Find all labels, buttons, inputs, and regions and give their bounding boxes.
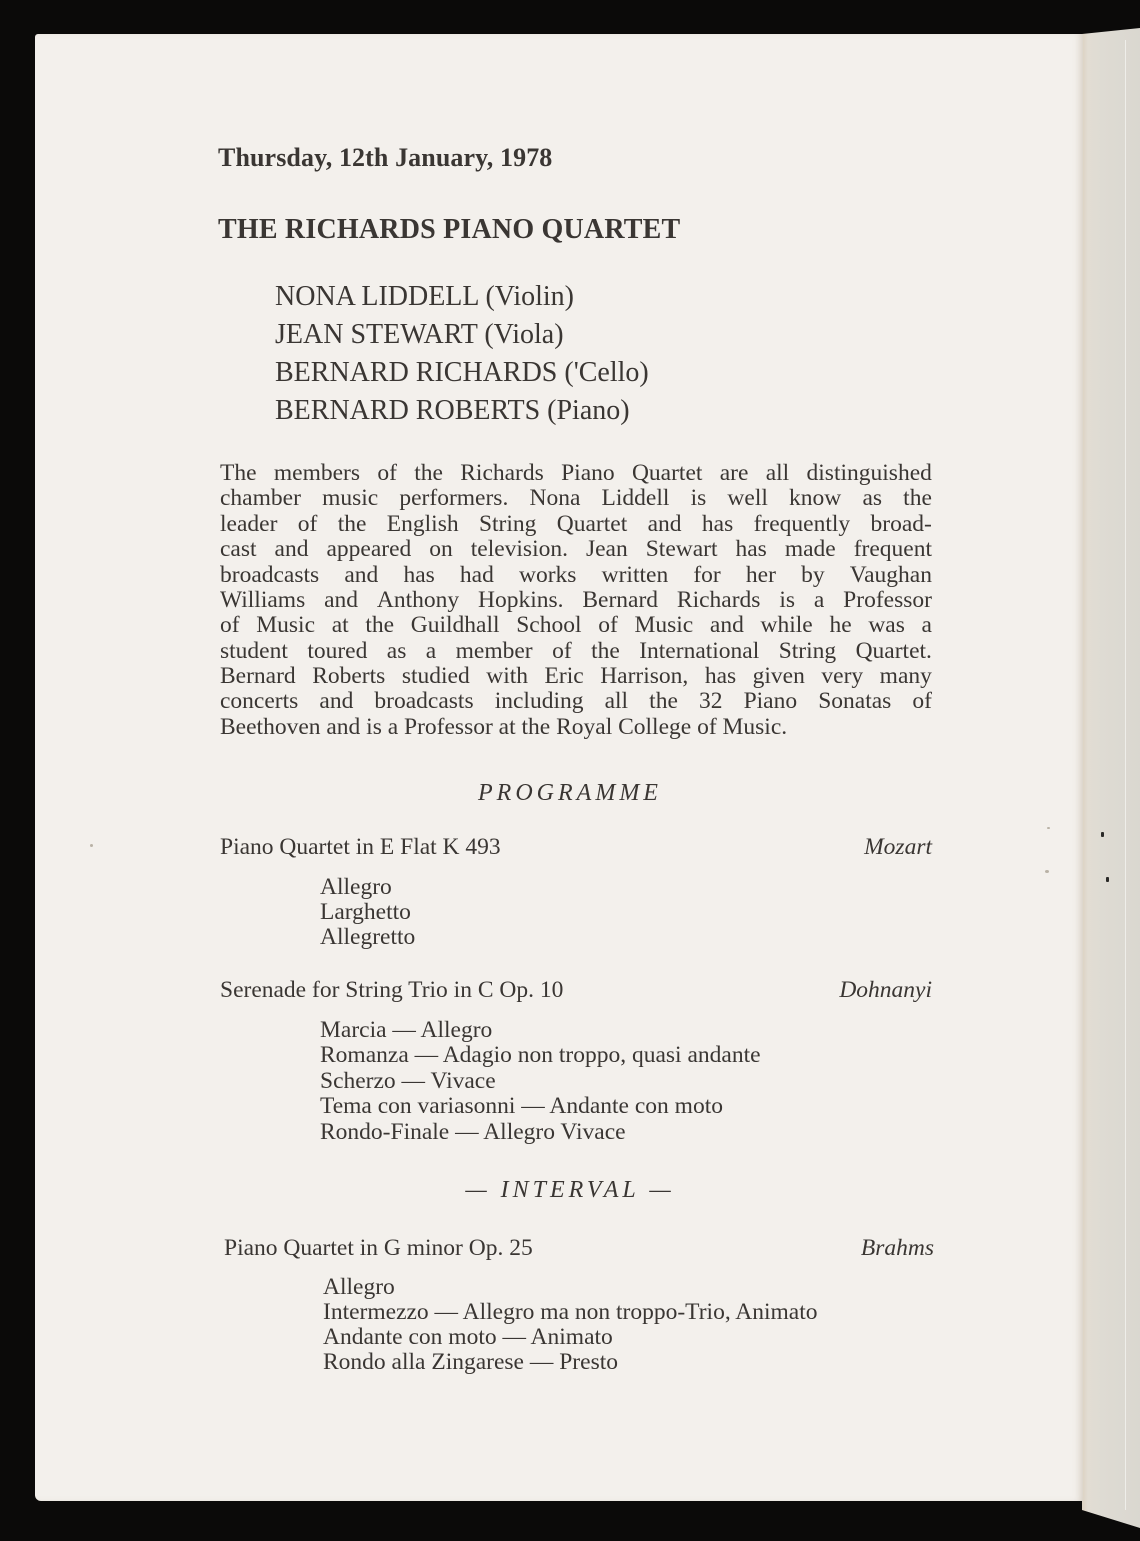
biography-line: Williams and Anthony Hopkins. Bernard Richards is a Professor	[220, 587, 932, 613]
movement: Scherzo — Vivace	[320, 1068, 496, 1094]
piece-composer: Brahms	[860, 1235, 934, 1261]
concert-date: Thursday, 12th January, 1978	[218, 143, 553, 172]
piece-title: Piano Quartet in G minor Op. 25	[224, 1235, 533, 1261]
biography-line: of Music at the Guildhall School of Music and while he was a	[220, 612, 932, 638]
movement: Romanza — Adagio non troppo, quasi andante	[320, 1042, 761, 1068]
movement: Larghetto	[320, 899, 411, 925]
member-item: BERNARD RICHARDS ('Cello)	[275, 357, 649, 388]
biography-line: Bernard Roberts studied with Eric Harrison, has given very many	[220, 663, 932, 689]
piece-composer: Mozart	[864, 834, 932, 860]
biography-line: broadcasts and has had works written for her by Vaughan	[220, 562, 932, 588]
movement: Allegro	[323, 1274, 395, 1300]
movement: Allegretto	[320, 924, 416, 950]
biography-line: concerts and broadcasts including all the 32 Piano Sonatas of	[220, 688, 932, 714]
biography-line: Beethoven and is a Professor at the Royal College of Music.	[220, 714, 788, 740]
biography-line: chamber music performers. Nona Liddell is well know as the	[220, 485, 932, 511]
adjacent-page-edge	[1082, 28, 1140, 1528]
movement: Rondo alla Zingarese — Presto	[323, 1349, 618, 1375]
movement: Tema con variasonni — Andante con moto	[320, 1093, 723, 1119]
piece-title: Serenade for String Trio in C Op. 10	[220, 977, 564, 1003]
paper-speck	[90, 844, 93, 847]
movement: Allegro	[320, 874, 392, 900]
member-item: JEAN STEWART (Viola)	[275, 319, 564, 350]
movement: Marcia — Allegro	[320, 1017, 493, 1043]
biography-line: leader of the English String Quartet and has frequently broad-	[220, 511, 932, 537]
spine-mark	[1106, 877, 1109, 882]
member-item: NONA LIDDELL (Violin)	[275, 281, 575, 312]
piece-composer: Dohnanyi	[839, 977, 932, 1003]
programme-page	[35, 34, 1083, 1501]
movement: Andante con moto — Animato	[323, 1324, 613, 1350]
movement: Rondo-Finale — Allegro Vivace	[320, 1119, 626, 1145]
biography-line: cast and appeared on television. Jean Stewart has made frequent	[220, 536, 932, 562]
interval-heading: — INTERVAL —	[465, 1177, 675, 1203]
paper-speck	[1045, 870, 1049, 873]
spine-crease	[1125, 40, 1126, 1510]
ensemble-title: THE RICHARDS PIANO QUARTET	[218, 214, 681, 245]
member-item: BERNARD ROBERTS (Piano)	[275, 395, 630, 426]
biography-line: The members of the Richards Piano Quartet are all distinguished	[220, 460, 932, 486]
piece-title: Piano Quartet in E Flat K 493	[220, 834, 501, 860]
movement: Intermezzo — Allegro ma non troppo-Trio, Animato	[323, 1299, 818, 1325]
spine-mark	[1101, 832, 1104, 837]
paper-speck	[1047, 827, 1050, 829]
biography-line: student toured as a member of the International String Quartet.	[220, 638, 932, 664]
programme-heading: PROGRAMME	[478, 780, 662, 806]
